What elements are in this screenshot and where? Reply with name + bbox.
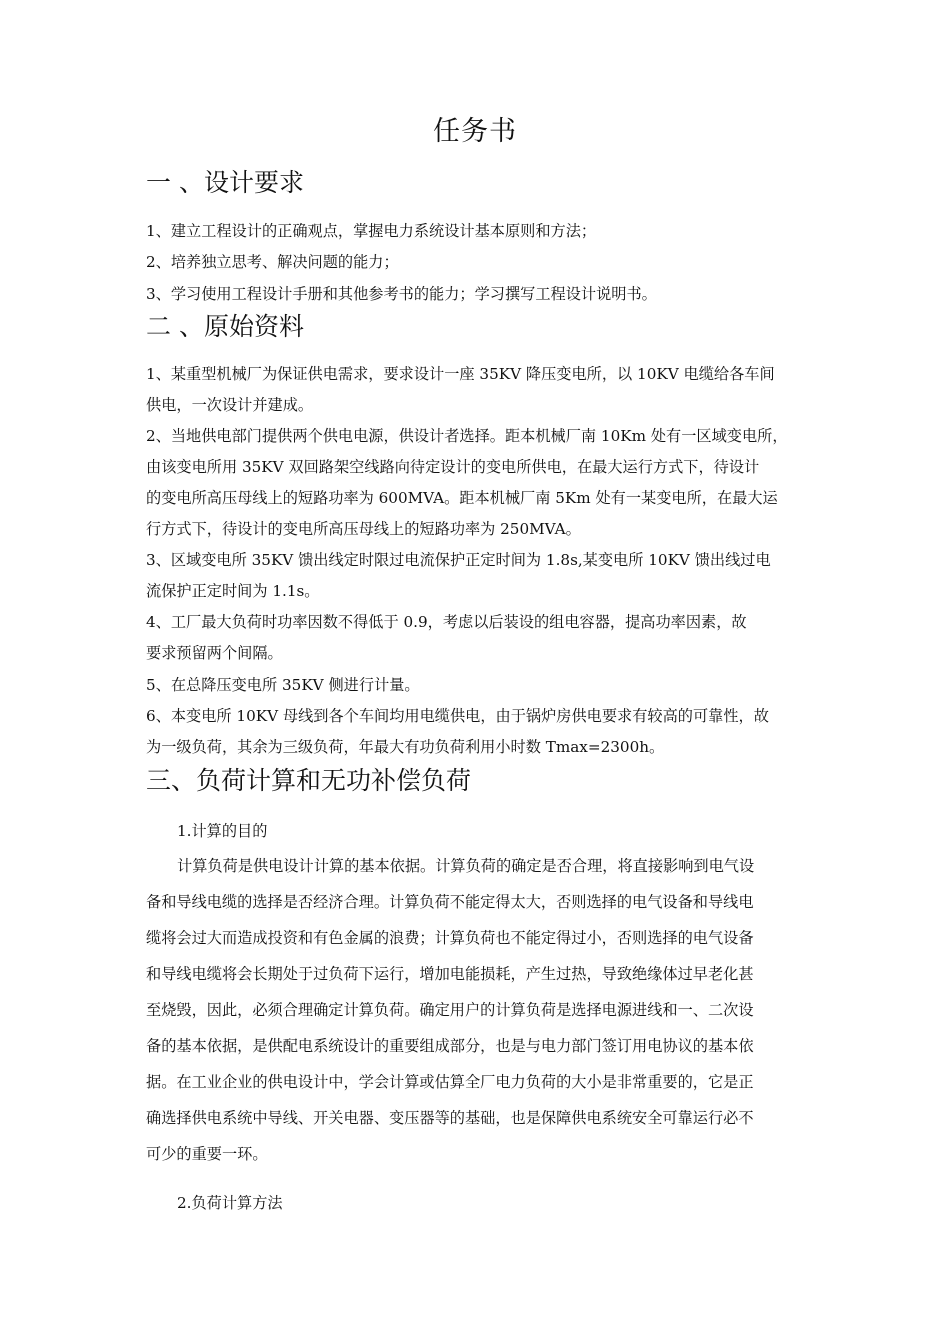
section-3-paragraph-line: 可少的重要一环。 [146, 1145, 268, 1163]
section-2-line: 的变电所高压母线上的短路功率为 600MVA。距本机械厂南 5Km 处有一某变电所，在最大运 [146, 489, 778, 507]
section-2-line: 由该变电所用 35KV 双回路架空线路向待定设计的变电所供电，在最大运行方式下，待设计 [146, 458, 760, 476]
section-2-line: 1、某重型机械厂为保证供电需求，要求设计一座 35KV 降压变电所，以 10KV 电缆给各车间 [146, 365, 775, 383]
subsection-1-heading: 1.计算的目的 [177, 822, 268, 840]
subsection-2-heading: 2.负荷计算方法 [177, 1194, 283, 1212]
section-2-line: 流保护正定时间为 1.1s。 [146, 582, 320, 600]
document-title: 任务书 [433, 116, 517, 147]
section-3-paragraph-line: 据。在工业企业的供电设计中，学会计算或估算全厂电力负荷的大小是非常重要的，它是正 [146, 1073, 754, 1091]
section-1-item: 1、建立工程设计的正确观点，掌握电力系统设计基本原则和方法； [146, 222, 597, 240]
section-3-paragraph-line: 和导线电缆将会长期处于过负荷下运行，增加电能损耗，产生过热，导致绝缘体过早老化甚 [146, 965, 754, 983]
section-1-item: 2、培养独立思考、解决问题的能力； [146, 253, 399, 271]
section-3-paragraph-line: 备的基本依据，是供配电系统设计的重要组成部分，也是与电力部门签订用电协议的基本依 [146, 1037, 754, 1055]
section-3-paragraph-line: 缆将会过大而造成投资和有色金属的浪费；计算负荷也不能定得过小，否则选择的电气设备 [146, 929, 754, 947]
section-1-heading: 一 、设计要求 [146, 168, 304, 197]
section-2-heading: 二 、原始资料 [146, 312, 304, 341]
section-3-heading: 三、负荷计算和无功补偿负荷 [146, 766, 472, 795]
section-2-line: 6、本变电所 10KV 母线到各个车间均用电缆供电，由于锅炉房供电要求有较高的可靠性，故 [146, 707, 769, 725]
section-3-paragraph-line: 至烧毁，因此，必须合理确定计算负荷。确定用户的计算负荷是选择电源进线和一、二次设 [146, 1001, 754, 1019]
section-2-line: 要求预留两个间隔。 [146, 644, 283, 662]
section-3-paragraph-line: 确选择供电系统中导线、开关电器、变压器等的基础，也是保障供电系统安全可靠运行必不 [146, 1109, 754, 1127]
section-3-paragraph-line: 计算负荷是供电设计计算的基本依据。计算负荷的确定是否合理，将直接影响到电气设 [177, 857, 755, 875]
section-2-line: 为一级负荷，其余为三级负荷，年最大有功负荷利用小时数 Tmax=2300h。 [146, 738, 665, 756]
section-1-item: 3、学习使用工程设计手册和其他参考书的能力；学习撰写工程设计说明书。 [146, 285, 657, 303]
section-2-line: 5、在总降压变电所 35KV 侧进行计量。 [146, 676, 420, 694]
section-3-paragraph-line: 备和导线电缆的选择是否经济合理。计算负荷不能定得太大，否则选择的电气设备和导线电 [146, 893, 754, 911]
section-2-line: 2、当地供电部门提供两个供电电源，供设计者选择。距本机械厂南 10Km 处有一区域变电所， [146, 427, 788, 445]
section-2-line: 4、工厂最大负荷时功率因数不得低于 0.9，考虑以后装设的组电容器，提高功率因素，故 [146, 613, 747, 631]
section-2-line: 3、区域变电所 35KV 馈出线定时限过电流保护正定时间为 1.8s,某变电所 10KV 馈出线过电 [146, 551, 771, 569]
section-2-line: 供电，一次设计并建成。 [146, 396, 314, 414]
section-2-line: 行方式下，待设计的变电所高压母线上的短路功率为 250MVA。 [146, 520, 581, 538]
